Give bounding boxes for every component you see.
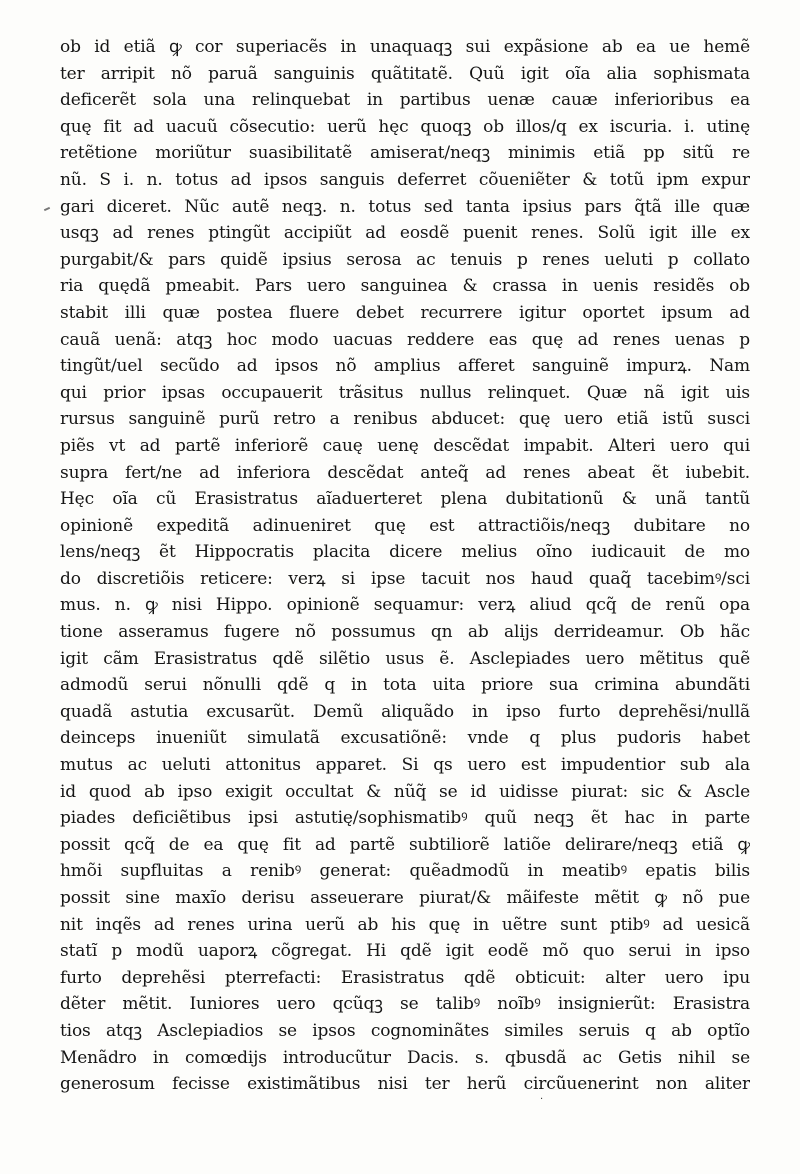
text-line: quę fit ad uacuũ cõsecutio: uerũ hęc quoqꝫ ob illos/q ex iscuria. i. utinę [60, 116, 750, 137]
text-line: tione asseramus fugere nõ possumus qn ab alijs derrideamur. Ob hãc [60, 622, 750, 643]
text-line: qui prior ipsas occupauerit trãsitus nullus relinquet. Quæ nã igit uis [60, 382, 750, 403]
text-line: cauã uenã: atqꝫ hoc modo uacuas reddere eas quę ad renes uenas p [60, 329, 750, 350]
text-line: piẽs vt ad partẽ inferiorẽ cauę uenę descẽdat impabit. Alteri uero qui [60, 435, 750, 456]
text-line: possit sine maxĩo derisu asseuerare piurat/& mãifeste mẽtit ꝙ nõ pue [60, 888, 750, 908]
text-line: deficerẽt sola una relinquebat in partibus uenæ cauæ inferioribus ea [60, 90, 750, 111]
text-line: supra fert/ne ad inferiora descẽdat anteq̃ ad renes abeat ẽt iubebit. [60, 462, 750, 483]
text-line: ter arripit nõ paruã sanguinis quãtitatẽ. Quũ igit oĩa alia sophismata [60, 63, 750, 84]
text-line: usqꝫ ad renes ptingũt accipiũt ad eosdẽ puenit renes. Solũ igit ille ex [60, 223, 750, 244]
text-line: statĩ p modũ uaporꝝ cõgregat. Hi qdẽ igit eodẽ mõ quo serui in ipso [60, 941, 750, 962]
text-line: igit cãm Erasistratus qdẽ silẽtio usus ẽ. Asclepiades uero mẽtitus quẽ [60, 648, 750, 669]
text-line: dẽter mẽtit. Iuniores uero qcũqꝫ se talibꝰ noĩbꝰ insignierũt: Erasistra [60, 994, 750, 1015]
text-line: admodũ serui nõnulli qdẽ q in tota uita priore sua crimina abundãti [60, 675, 750, 696]
text-line: deinceps inueniũt simulatã excusatiõnẽ: vnde q plus pudoris habet [60, 728, 750, 749]
text-line: possit qcq̃ de ea quę fit ad partẽ subtiliorẽ latiõe delirare/neqꝫ etiã ꝙ [60, 834, 750, 855]
text-line: Hęc oĩa cũ Erasistratus aĩaduerteret plena dubitationũ & unã tantũ [60, 489, 750, 510]
text-line: furto deprehẽsi pterrefacti: Erasistratus qdẽ obticuit: alter uero ipu [60, 967, 750, 988]
text-line: hmõi supfluitas a renibꝰ generat: quẽadmodũ in meatibꝰ epatis bilis [60, 861, 750, 882]
text-line: generosum fecisse existimãtibus nisi ter herũ circũuenerint non aliter [60, 1074, 750, 1095]
text-line: rursus sanguinẽ purũ retro a renibus abducet: quę uero etiã istũ susci [60, 409, 750, 430]
text-line: piades deficiẽtibus ipsi astutię/sophismatibꝰ quũ neqꝫ ẽt hac in parte [60, 808, 750, 829]
text-line: purgabit/& pars quidẽ ipsius serosa ac tenuis p renes ueluti p collato [60, 249, 750, 270]
ink-speck: · [540, 1094, 544, 1105]
text-line: do discretiõis reticere: verꝝ si ipse tacuit nos haud quaq̃ tacebimꝰ/sci [60, 568, 750, 589]
text-line: stabit illi quæ postea fluere debet recurrere igitur oportet ipsum ad [60, 302, 750, 323]
text-line: Menãdro in comœdijs introducũtur Dacis. s. qbusdã ac Getis nihil se [60, 1047, 750, 1068]
text-line: ob id etiã ꝙ cor superiacẽs in unaquaqꝫ sui expãsione ab ea ue hemẽ [60, 37, 750, 57]
ink-mark [44, 207, 50, 211]
text-line: tingũt/uel secũdo ad ipsos nõ amplius afferet sanguinẽ impurꝝ. Nam [60, 356, 750, 377]
page-text-block [60, 34, 750, 1098]
text-line: nũ. S i. n. totus ad ipsos sanguis deferret cõueniẽter & totũ ipm expur [60, 169, 750, 190]
text-line: ria quędã pmeabit. Pars uero sanguinea & crassa in uenis residẽs ob [60, 276, 750, 297]
text-line: quadã astutia excusarũt. Demũ aliquãdo in ipso furto deprehẽsi/nullã [60, 701, 750, 722]
text-line: mus. n. ꝙ nisi Hippo. opinionẽ sequamur: verꝝ aliud qcq̃ de renũ opa [60, 595, 750, 616]
text-line: id quod ab ipso exigit occultat & nũq̃ se id uidisse piurat: sic & Ascle [60, 781, 750, 802]
text-line: retẽtione moriũtur suasibilitatẽ amiserat/neqꝫ minimis etiã pp sitũ re [60, 143, 750, 164]
text-line: lens/neqꝫ ẽt Hippocratis placita dicere melius oĩno iudicauit de mo [60, 542, 750, 563]
text-line: opinionẽ expeditã adinueniret quę est attractiõis/neqꝫ dubitare no [60, 515, 750, 536]
text-line: tios atqꝫ Asclepiadios se ipsos cognominãtes similes seruis q ab optĩo [60, 1020, 750, 1041]
text-line: nit inqẽs ad renes urina uerũ ab his quę in uẽtre sunt ptibꝰ ad uesicã [60, 914, 750, 935]
text-line: mutus ac ueluti attonitus apparet. Si qs uero est impudentior sub ala [60, 755, 750, 776]
text-line: gari diceret. Nũc autẽ neqꝫ. n. totus sed tanta ipsius pars q̃tã ille quæ [60, 196, 750, 217]
